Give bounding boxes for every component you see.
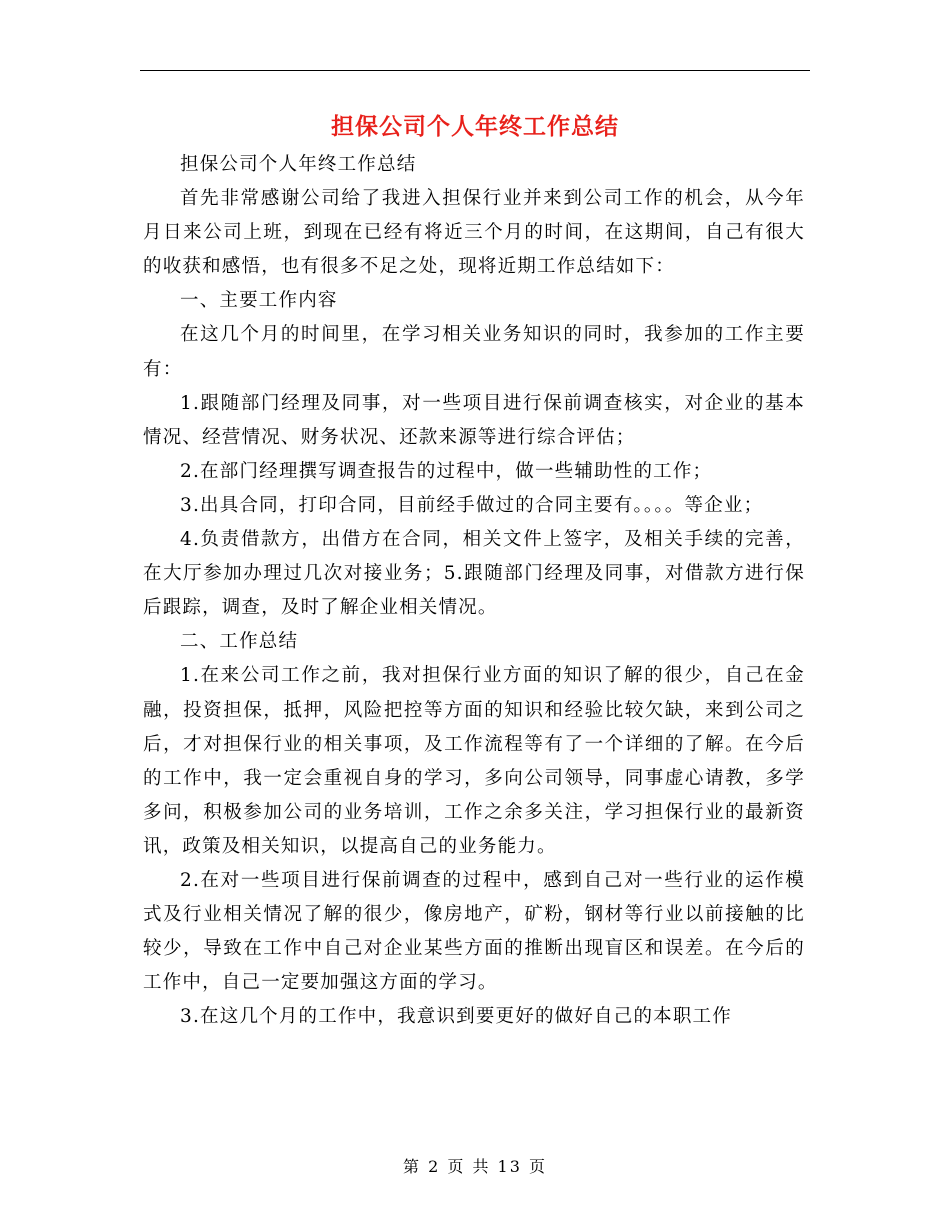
header-rule bbox=[140, 70, 810, 71]
document-title: 担保公司个人年终工作总结 bbox=[331, 113, 619, 140]
list-item: 2.在对一些项目进行保前调查的过程中，感到自己对一些行业的运作模式及行业相关情况了解的很少，像房地产，矿粉，钢材等行业以前接触的比较少，导致在工作中自己对企业某些方面的推断出现盲区和误差。在今后的工作中，自己一定要加强这方面的学习。 bbox=[143, 869, 805, 994]
page-number-footer: 第 2 页 共 13 页 bbox=[403, 1157, 547, 1176]
document-body bbox=[143, 148, 805, 1034]
list-item: 1.跟随部门经理及同事，对一些项目进行保前调查核实，对企业的基本情况、经营情况、财务状况、还款来源等进行综合评估； bbox=[143, 392, 805, 448]
list-item: 3.出具合同，打印合同，目前经手做过的合同主要有。。。。等企业； bbox=[180, 494, 764, 516]
paragraph-intro: 首先非常感谢公司给了我进入担保行业并来到公司工作的机会，从今年月日来公司上班，到现在已经有将近三个月的时间，在这期间，自己有很大的收获和感悟，也有很多不足之处，现将近期工作总结如下： bbox=[143, 188, 805, 278]
section-heading-summary: 二、工作总结 bbox=[180, 631, 299, 653]
list-item: 2.在部门经理撰写调查报告的过程中，做一些辅助性的工作； bbox=[180, 460, 713, 482]
list-item: 3.在这几个月的工作中，我意识到要更好的做好自己的本职工作 bbox=[180, 1006, 732, 1028]
list-item: 4.负责借款方，出借方在合同，相关文件上签字，及相关手续的完善，在大厅参加办理过几次对接业务；5.跟随部门经理及同事，对借款方进行保后跟踪，调查，及时了解企业相关情况。 bbox=[143, 529, 805, 619]
section-heading-main-work: 一、主要工作内容 bbox=[180, 290, 338, 312]
paragraph-subtitle: 担保公司个人年终工作总结 bbox=[180, 154, 417, 175]
list-item: 1.在来公司工作之前，我对担保行业方面的知识了解的很少，自己在金融，投资担保，抵押，风险把控等方面的知识和经验比较欠缺，来到公司之后，才对担保行业的相关事项，及工作流程等有了一个详细的了解。在今后的工作中，我一定会重视自身的学习，多向公司领导，同事虚心请教，多学多问，积极参加公司的业务培训，工作之余多关注，学习担保行业的最新资讯，政策及相关知识，以提高自己的业务能力。 bbox=[143, 665, 805, 857]
paragraph: 在这几个月的时间里，在学习相关业务知识的同时，我参加的工作主要有： bbox=[143, 324, 805, 380]
